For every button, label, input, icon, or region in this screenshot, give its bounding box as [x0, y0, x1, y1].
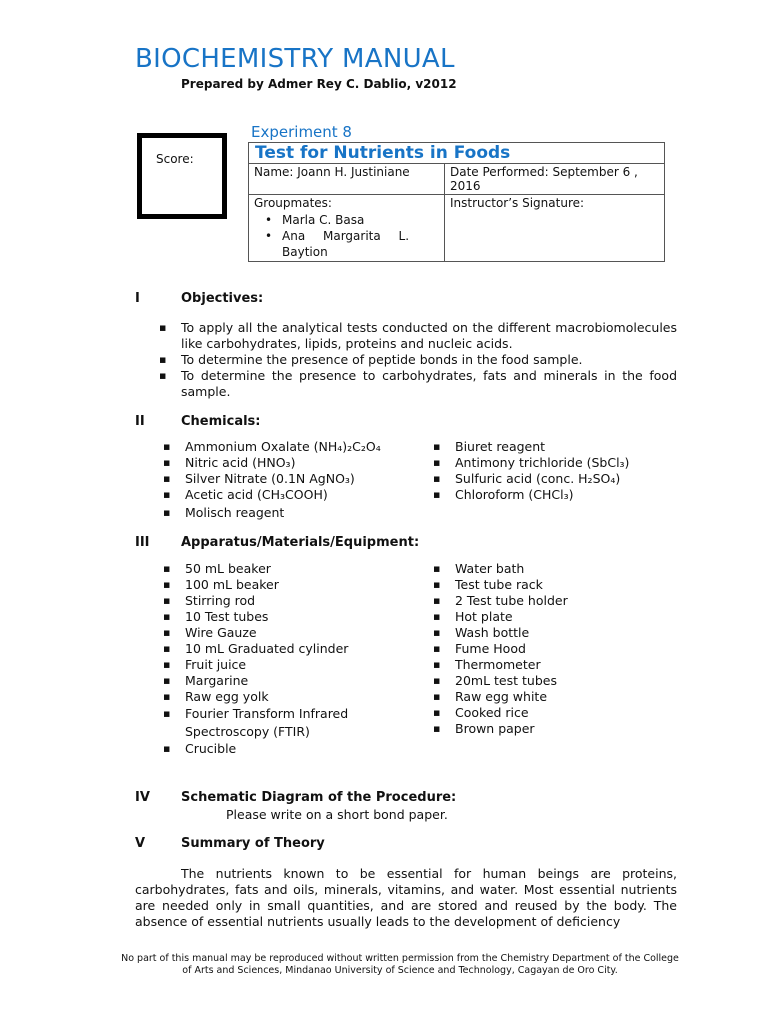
apparatus-item: ▪ 50 mL beaker	[163, 561, 393, 577]
apparatus-item: ▪ Crucible	[163, 741, 393, 757]
chemicals-list-right	[433, 439, 673, 503]
objective-item: ▪ To determine the presence to carbohydrates, fats and minerals in the food sample.	[159, 368, 677, 400]
groupmates-cell	[249, 195, 445, 262]
chemical-item: ▪ Biuret reagent	[433, 439, 673, 455]
apparatus-item: ▪ Fume Hood	[433, 641, 673, 657]
apparatus-item: ▪ Wire Gauze	[163, 625, 393, 641]
manual-title: BIOCHEMISTRY MANUAL	[135, 44, 455, 74]
date-line-2: 2016	[450, 179, 481, 193]
apparatus-list-left	[163, 561, 393, 757]
groupmate-item: • Ana Margarita L. Baytion	[282, 228, 439, 260]
section-number: III	[135, 535, 150, 550]
experiment-number: Experiment 8	[251, 123, 352, 141]
apparatus-item: ▪ Margarine	[163, 673, 393, 689]
apparatus-item: ▪ 10 mL Graduated cylinder	[163, 641, 393, 657]
apparatus-item: ▪ Brown paper	[433, 721, 673, 737]
apparatus-item: ▪ 20mL test tubes	[433, 673, 673, 689]
student-name: Name: Joann H. Justiniane	[249, 164, 445, 195]
apparatus-item: ▪ Raw egg yolk	[163, 689, 393, 705]
theory-paragraph: The nutrients known to be essential for human beings are proteins, carbohydrates, fats and oils, minerals, vitamins, and water. Most essential nutrients are needed only in small quantities, and are stored and reused by the body. The absence of essential nutrients usually leads to the development of deficiency	[135, 866, 677, 929]
apparatus-list-right	[433, 561, 673, 737]
apparatus-item: ▪ 2 Test tube holder	[433, 593, 673, 609]
apparatus-item: ▪ Water bath	[433, 561, 673, 577]
section-title-chemicals: Chemicals:	[181, 414, 261, 429]
apparatus-item: ▪ Hot plate	[433, 609, 673, 625]
prepared-by: Prepared by Admer Rey C. Dablio, v2012	[181, 77, 457, 91]
apparatus-item: ▪ 10 Test tubes	[163, 609, 393, 625]
apparatus-item: ▪ Thermometer	[433, 657, 673, 673]
experiment-title: Test for Nutrients in Foods	[249, 143, 665, 164]
chemical-item: ▪ Ammonium Oxalate (NH₄)₂C₂O₄	[163, 439, 433, 455]
apparatus-item: ▪ Stirring rod	[163, 593, 393, 609]
score-label: Score:	[156, 152, 194, 166]
date-line-1: Date Performed: September 6 ,	[450, 165, 638, 179]
section-number: IV	[135, 790, 150, 805]
chemical-item: ▪ Antimony trichloride (SbCl₃)	[433, 455, 673, 471]
chemical-item: ▪ Nitric acid (HNO₃)	[163, 455, 433, 471]
chemical-item: ▪ Sulfuric acid (conc. H₂SO₄)	[433, 471, 673, 487]
section-title-theory: Summary of Theory	[181, 836, 325, 851]
apparatus-item: ▪ Wash bottle	[433, 625, 673, 641]
chemical-item: ▪ Silver Nitrate (0.1N AgNO₃)	[163, 471, 433, 487]
groupmates-label: Groupmates:	[254, 196, 332, 210]
section-number: V	[135, 836, 146, 851]
apparatus-item: ▪ Cooked rice	[433, 705, 673, 721]
groupmate-item: • Marla C. Basa	[282, 212, 439, 228]
objective-item: ▪ To apply all the analytical tests conducted on the different macrobiomolecules like carbohydrates, lipids, proteins and nucleic acids.	[159, 320, 677, 352]
score-box	[137, 133, 227, 219]
groupmates-list	[254, 212, 439, 260]
chemical-item: ▪ Acetic acid (CH₃COOH)	[163, 487, 433, 503]
apparatus-item: ▪ Fruit juice	[163, 657, 393, 673]
chemicals-list-left	[163, 439, 433, 521]
objective-item: ▪ To determine the presence of peptide bonds in the food sample.	[159, 352, 677, 368]
instructor-signature: Instructor’s Signature:	[445, 195, 665, 262]
chemical-item: ▪ Chloroform (CHCl₃)	[433, 487, 673, 503]
objectives-list	[159, 320, 677, 400]
experiment-info-table	[248, 142, 665, 262]
footer-notice: No part of this manual may be reproduced without written permission from the Chemistry Department of the College of Arts and Sciences, Mindanao University of Science and Technology, Cagayan de Oro City.	[121, 953, 679, 976]
apparatus-item: ▪ 100 mL beaker	[163, 577, 393, 593]
apparatus-item: ▪ Test tube rack	[433, 577, 673, 593]
section-title-schematic: Schematic Diagram of the Procedure:	[181, 790, 457, 805]
section-title-apparatus: Apparatus/Materials/Equipment:	[181, 535, 420, 550]
date-performed	[445, 164, 665, 195]
section-number: I	[135, 291, 140, 306]
apparatus-item: ▪ Raw egg white	[433, 689, 673, 705]
chemical-item: ▪ Molisch reagent	[163, 505, 433, 521]
section-title-objectives: Objectives:	[181, 291, 264, 306]
apparatus-item: ▪ Fourier Transform Infrared Spectroscopy (FTIR)	[163, 705, 360, 741]
section-number: II	[135, 414, 145, 429]
schematic-note: Please write on a short bond paper.	[226, 807, 448, 822]
